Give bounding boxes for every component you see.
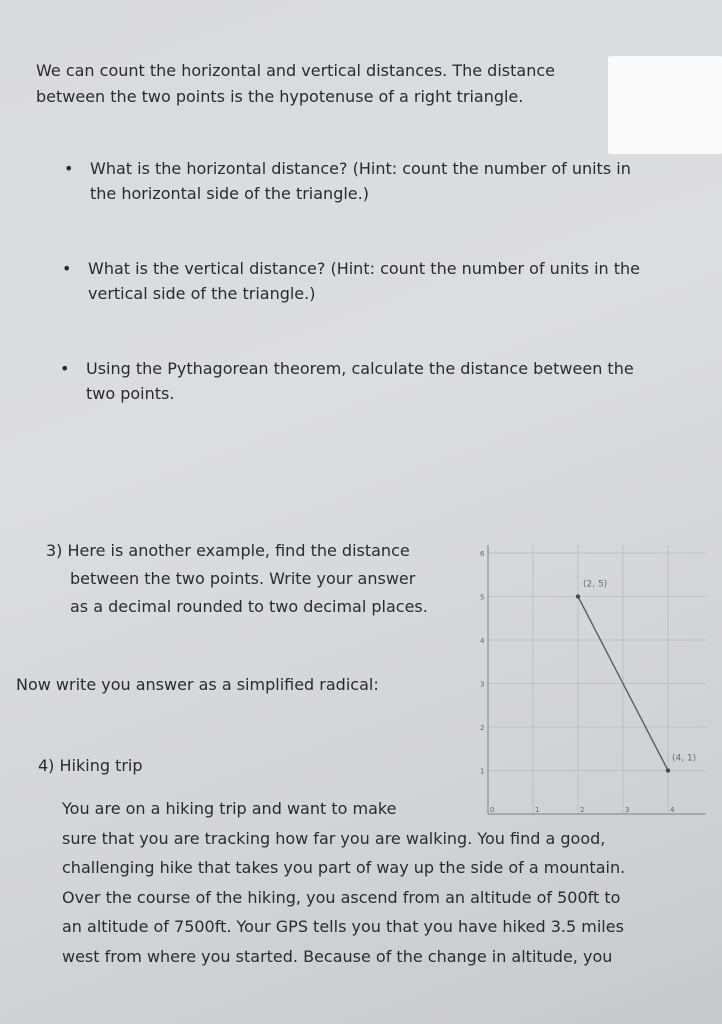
point-label: (4, 1) xyxy=(672,753,697,764)
q4-line: sure that you are tracking how far you are walking. You find a good, xyxy=(62,828,606,848)
q4-line: challenging hike that takes you part of way up the side of a mountain. xyxy=(62,858,626,877)
question-3 xyxy=(46,537,428,621)
chart-svg xyxy=(474,528,706,826)
q4-line: an altitude of 7500ft. Your GPS tells you that you have hiked 3.5 miles xyxy=(62,917,624,936)
data-point xyxy=(576,594,580,598)
q3-line-3: as a decimal rounded to two decimal places. xyxy=(70,597,428,616)
bullet-dot: • xyxy=(62,259,72,278)
bullet-line: two points. xyxy=(86,384,175,403)
q3-radical-prompt: Now write you answer as a simplified radical: xyxy=(16,675,379,694)
point-label: (2, 5) xyxy=(583,579,608,590)
intro-line-2: between the two points is the hypotenuse of a right triangle. xyxy=(36,87,524,106)
intro-line-1: We can count the horizontal and vertical distances. The distance xyxy=(36,61,555,80)
bullet-line: the horizontal side of the triangle.) xyxy=(90,184,369,203)
q4-title: 4) Hiking trip xyxy=(38,756,143,775)
x-tick-label: 4 xyxy=(670,806,675,814)
q3-line-1: 3) Here is another example, find the distance xyxy=(46,541,410,560)
bullet-pythagorean xyxy=(60,356,634,406)
bullet-horizontal-distance xyxy=(64,156,631,206)
bullet-dot: • xyxy=(64,159,74,178)
bullet-line: Using the Pythagorean theorem, calculate the distance between the xyxy=(86,359,634,378)
bullet-line: What is the vertical distance? (Hint: count the number of units in the xyxy=(88,259,641,278)
x-tick-label: 2 xyxy=(580,806,585,814)
y-tick-label: 1 xyxy=(480,767,485,776)
y-tick-label: 6 xyxy=(480,550,485,558)
y-tick-label: 2 xyxy=(480,724,485,732)
y-tick-label: 3 xyxy=(480,680,485,689)
q4-line: You are on a hiking trip and want to make xyxy=(62,799,397,818)
x-tick-label: 1 xyxy=(535,806,540,814)
bullet-line: What is the horizontal distance? (Hint: count the number of units in xyxy=(90,159,631,178)
bullet-vertical-distance xyxy=(62,256,641,306)
bullet-dot: • xyxy=(60,359,70,378)
q4-line: Over the course of the hiking, you ascend from an altitude of 500ft to xyxy=(62,887,621,907)
coordinate-grid-chart xyxy=(474,528,706,826)
y-tick-label: 5 xyxy=(480,593,485,602)
bullet-line: vertical side of the triangle.) xyxy=(88,284,316,303)
y-tick-label: 4 xyxy=(480,637,485,645)
x-tick-label: 3 xyxy=(625,806,630,814)
data-point xyxy=(666,768,670,772)
q4-line: west from where you started. Because of the change in altitude, you xyxy=(62,946,613,966)
q3-line-2: between the two points. Write your answer xyxy=(70,569,416,588)
x-tick-label: 0 xyxy=(490,806,495,814)
redacted-box xyxy=(608,56,722,154)
intro-paragraph xyxy=(36,58,555,110)
